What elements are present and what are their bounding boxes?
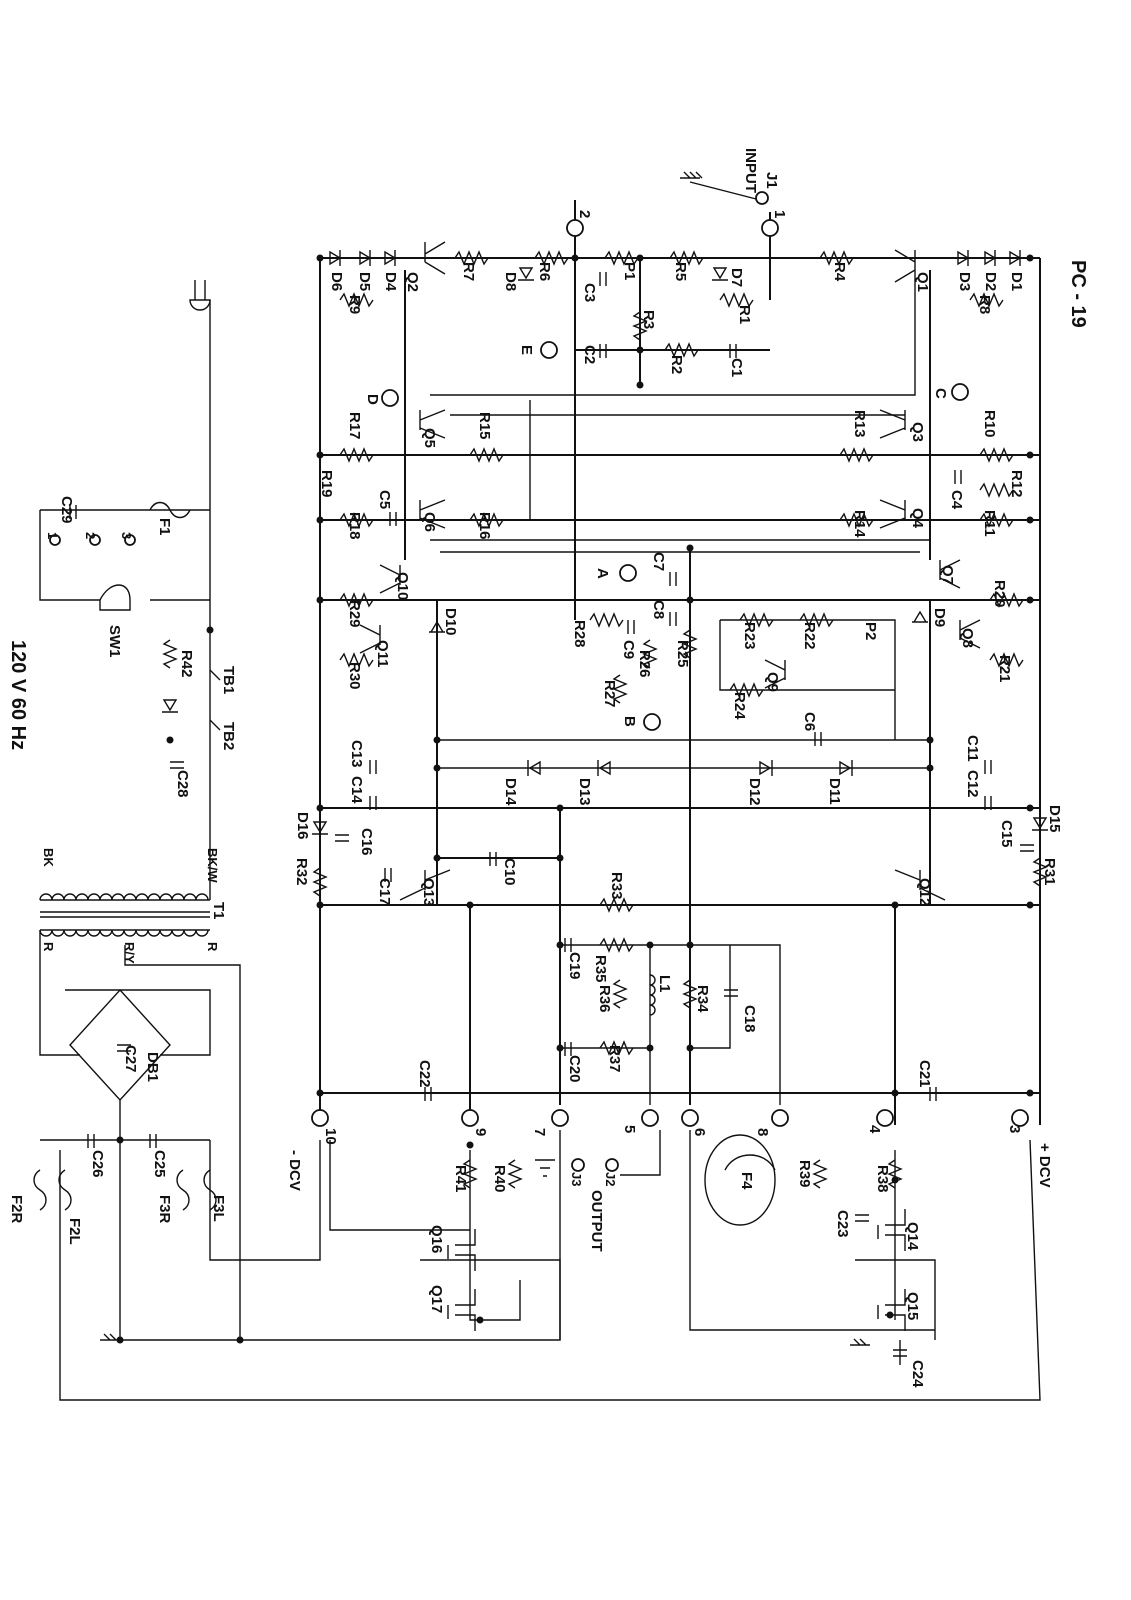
sheet-id: PC - 19: [1067, 260, 1089, 328]
r8-label: R8: [976, 295, 993, 315]
r11-label: R11: [981, 510, 998, 537]
r33-label: R33: [608, 872, 625, 900]
c22-label: C22: [416, 1060, 433, 1088]
q7-label: Q7: [939, 565, 956, 586]
wire-color-r-left: R: [41, 942, 56, 952]
r19-label: R19: [318, 470, 335, 498]
c2-label: C2: [581, 345, 598, 365]
q8-label: Q8: [959, 628, 976, 649]
d7-label: D7: [728, 268, 745, 288]
r28-label: R28: [571, 620, 588, 648]
output-jack-2-label: J2: [603, 1172, 618, 1187]
c26-label: C26: [89, 1150, 106, 1178]
terminal-circles: [50, 192, 1028, 1171]
switch-position-3: 3: [119, 532, 134, 540]
f2r-label: F2R: [8, 1195, 25, 1224]
tb2-label: TB2: [220, 722, 237, 751]
r18-label: R18: [346, 512, 363, 540]
db1-label: DB1: [144, 1052, 161, 1083]
r20-label: R20: [991, 580, 1008, 608]
r34-label: R34: [694, 985, 711, 1013]
switch-position-2: 2: [83, 532, 98, 540]
r26-label: R26: [636, 650, 653, 678]
r22-label: R22: [801, 622, 818, 650]
c6-label: C6: [801, 712, 818, 732]
tb1-label: TB1: [220, 666, 237, 695]
r36-label: R36: [596, 985, 613, 1013]
output-jack-3-label: J3: [569, 1172, 584, 1187]
sw1-label: SW1: [106, 625, 123, 658]
c3-label: C3: [581, 283, 598, 303]
q11-label: Q11: [374, 640, 391, 668]
r29-label: R29: [346, 600, 363, 628]
d15-label: D15: [1046, 805, 1063, 833]
r39-label: R39: [796, 1160, 813, 1188]
q12-label: Q12: [916, 878, 933, 907]
q6-label: Q6: [421, 512, 438, 533]
switch-position-1: 1: [45, 532, 60, 540]
d13-label: D13: [576, 778, 593, 806]
d2-label: D2: [982, 272, 999, 292]
terminal-10-label: 10: [322, 1128, 339, 1145]
r24-label: R24: [731, 692, 748, 720]
q4-label: Q4: [909, 508, 926, 529]
f3r-label: F3R: [156, 1195, 173, 1224]
q9-label: Q9: [764, 672, 781, 693]
r15-label: R15: [476, 412, 493, 440]
f2l-label: F2L: [66, 1218, 83, 1245]
r9-label: R9: [346, 295, 363, 315]
c20-label: C20: [566, 1055, 583, 1083]
r40-label: R40: [491, 1165, 508, 1193]
q16-label: Q16: [428, 1225, 445, 1254]
q5-label: Q5: [421, 428, 438, 449]
r14-label: R14: [851, 510, 868, 538]
test-point-e: E: [518, 345, 535, 356]
terminal-1-label: 1: [771, 210, 788, 219]
r21-label: R21: [996, 655, 1013, 683]
terminal-2-label: 2: [576, 210, 593, 219]
c17-label: C17: [376, 878, 393, 906]
c15-label: C15: [998, 820, 1015, 848]
l1-label: L1: [656, 975, 673, 993]
r5-label: R5: [672, 262, 689, 282]
r13-label: R13: [851, 410, 868, 438]
r38-label: R38: [874, 1165, 891, 1193]
p1-label: P1: [621, 262, 638, 281]
d6-label: D6: [328, 272, 345, 292]
c12-label: C12: [964, 770, 981, 798]
q14-label: Q14: [904, 1222, 921, 1251]
c21-label: C21: [916, 1060, 933, 1088]
wiring: [40, 200, 1040, 1400]
c1-label: C1: [728, 358, 745, 378]
r27-label: R27: [601, 680, 618, 708]
r32-label: R32: [293, 858, 310, 886]
c27-label: C27: [122, 1045, 139, 1073]
terminal-4-label: 4: [866, 1125, 883, 1134]
test-point-b: B: [621, 716, 638, 727]
r42-label: R42: [178, 650, 195, 678]
r37-label: R37: [606, 1045, 623, 1073]
negative-supply-label: - DCV: [286, 1150, 303, 1191]
wire-color-r-y: R/Y: [122, 942, 137, 964]
junctions: [92, 255, 1034, 1344]
q1-label: Q1: [914, 272, 931, 293]
f1-label: F1: [156, 518, 173, 536]
p2-label: P2: [862, 622, 879, 641]
wire-color-bk: BK: [41, 848, 56, 867]
c18-label: C18: [741, 1005, 758, 1033]
q2-label: Q2: [404, 272, 421, 293]
c14-label: C14: [348, 776, 365, 804]
output-label: OUTPUT: [588, 1190, 605, 1252]
r3-label: R3: [640, 310, 657, 330]
input-label: INPUT: [742, 148, 759, 193]
f3l-label: F3L: [210, 1195, 227, 1222]
r41-label: R41: [452, 1165, 469, 1193]
c9-label: C9: [620, 640, 637, 660]
r35-label: R35: [592, 955, 609, 983]
input-jack-label: J1: [763, 172, 780, 189]
c16-label: C16: [358, 828, 375, 856]
c19-label: C19: [566, 952, 583, 980]
q10-label: Q10: [394, 572, 411, 601]
d11-label: D11: [826, 778, 843, 805]
terminal-8-label: 8: [754, 1128, 771, 1137]
r30-label: R30: [346, 662, 363, 690]
terminal-7-label: 7: [531, 1128, 548, 1137]
c13-label: C13: [348, 740, 365, 768]
d9-label: D9: [931, 608, 948, 628]
r16-label: R16: [476, 512, 493, 540]
c8-label: C8: [650, 600, 667, 620]
r1-label: R1: [736, 305, 753, 325]
r6-label: R6: [536, 262, 553, 282]
d10-label: D10: [442, 608, 459, 636]
c5-label: C5: [376, 490, 393, 510]
r4-label: R4: [831, 262, 848, 282]
terminal-3-label: 3: [1006, 1125, 1023, 1134]
d1-label: D1: [1008, 272, 1025, 292]
r2-label: R2: [668, 355, 685, 375]
c28-label: C28: [174, 770, 191, 798]
q17-label: Q17: [428, 1285, 445, 1314]
d4-label: D4: [382, 272, 399, 292]
r12-label: R12: [1008, 470, 1025, 498]
r25-label: R25: [674, 640, 691, 668]
r10-label: R10: [981, 410, 998, 438]
d16-label: D16: [294, 812, 311, 840]
test-point-d: D: [364, 394, 381, 405]
d5-label: D5: [356, 272, 373, 292]
d12-label: D12: [746, 778, 763, 806]
positive-supply-label: + DCV: [1036, 1143, 1053, 1188]
c24-label: C24: [909, 1360, 926, 1388]
test-point-a: A: [594, 568, 611, 579]
r31-label: R31: [1041, 858, 1058, 886]
c11-label: C11: [964, 735, 981, 762]
wire-color-bk-w: BK/W: [205, 848, 220, 883]
r17-label: R17: [346, 412, 363, 440]
r7-label: R7: [460, 262, 477, 282]
r23-label: R23: [741, 622, 758, 650]
terminal-5-label: 5: [621, 1125, 638, 1134]
c4-label: C4: [948, 490, 965, 510]
f4-label: F4: [738, 1172, 755, 1190]
q15-label: Q15: [904, 1292, 921, 1321]
terminal-6-label: 6: [691, 1128, 708, 1137]
d3-label: D3: [956, 272, 973, 292]
c29-label: C29: [58, 496, 75, 524]
c25-label: C25: [151, 1150, 168, 1178]
c10-label: C10: [501, 858, 518, 886]
d14-label: D14: [502, 778, 519, 806]
terminal-9-label: 9: [472, 1128, 489, 1137]
c23-label: C23: [834, 1210, 851, 1238]
q13-label: Q13: [420, 878, 437, 907]
d8-label: D8: [502, 272, 519, 292]
wire-color-r-right: R: [205, 942, 220, 952]
mains-rating: 120 V 60 Hz: [7, 640, 29, 751]
c7-label: C7: [650, 552, 667, 572]
q3-label: Q3: [909, 422, 926, 443]
t1-label: T1: [210, 902, 227, 920]
test-point-c: C: [932, 388, 949, 399]
